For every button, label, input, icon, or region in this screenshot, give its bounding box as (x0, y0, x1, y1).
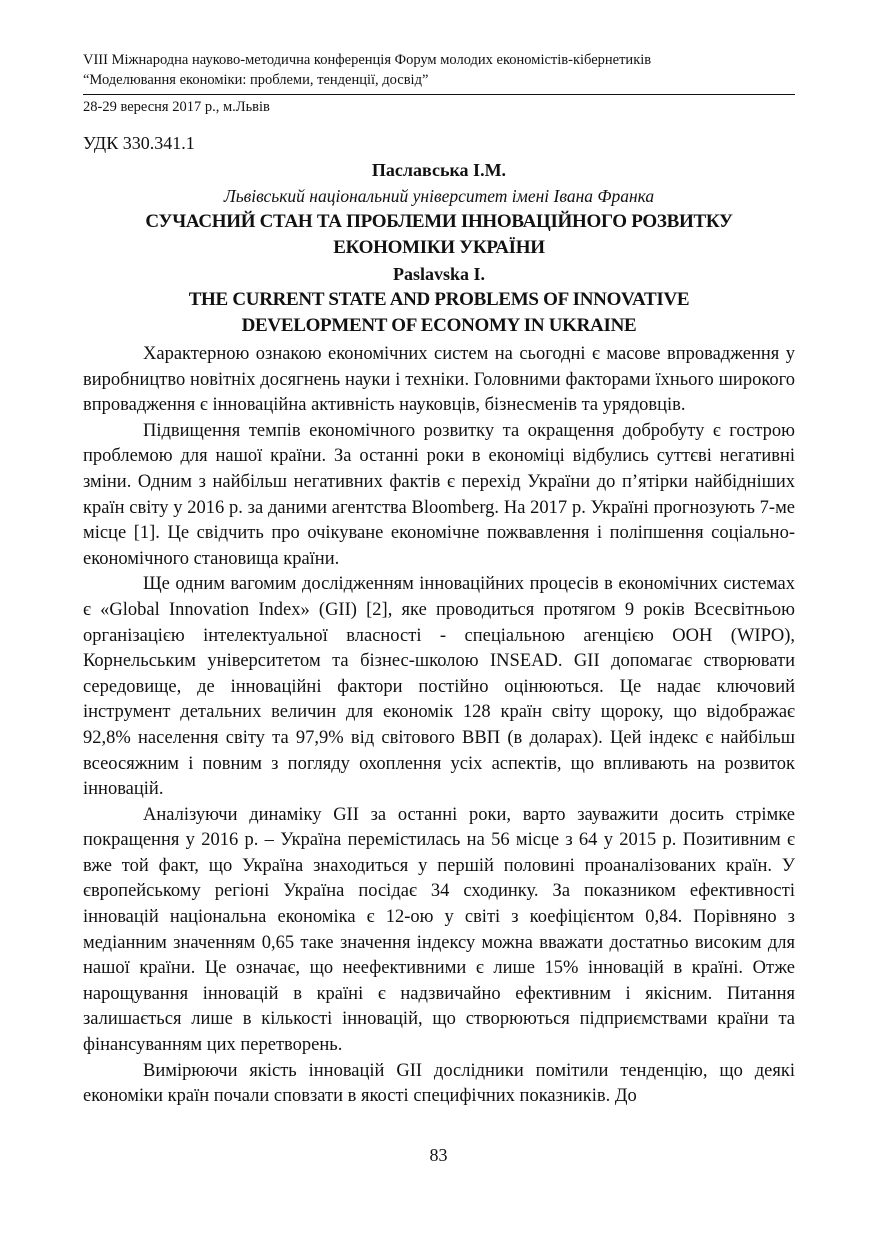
conference-header-line-2: “Моделювання економіки: проблеми, тенденції, досвід” (83, 72, 429, 88)
udk-code: УДК 330.341.1 (83, 133, 195, 153)
title-en-line-2: DEVELOPMENT OF ECONOMY IN UKRAINE (241, 315, 637, 336)
title-ua-line-1: СУЧАСНИЙ СТАН ТА ПРОБЛЕМИ ІННОВАЦІЙНОГО РОЗВИТКУ (145, 211, 733, 232)
title-ua-line-2: ЕКОНОМІКИ УКРАЇНИ (333, 237, 545, 258)
paragraph: Характерною ознакою економічних систем на сьогодні є масове впровадження у виробництво новітніх досягнень науки і техніки. Головними факторами їхнього широкого впровадження є інноваційна активність науковців, бізнесменів та урядовців. (83, 344, 795, 416)
paragraph: Ще одним вагомим дослідженням інноваційних процесів в економічних системах є «Global Innovation Index» (GII) [2], яке проводиться протягом 9 років Всесвітньою організацією інтелектуальної власності - спеціальною агенцією ООН (WIPO), Корнельським університетом та бізнес-школою INSEAD. GII допомагає створювати середовище, де інноваційні фактори постійно оцінюються. Це надає ключовий інструмент детальних величин для економік 128 країн світу щороку, що відображає 92,8% населення світу та 97,9% від світового ВВП (в доларах). Цей індекс є найбільш всеосяжним і повним з погляду охоплення усіх аспектів, що впливають на розвиток інновацій. (83, 574, 795, 800)
author-ua: Паславська І.М. (371, 160, 507, 180)
paragraph: Підвищення темпів економічного розвитку та окращення добробуту є гострою проблемою для нашої країни. За останні роки в економіці відбулись суттєві негативні зміни. Одним з найбільш негативних фактів є перехід України до п’ятірки найбідніших країн світу у 2016 р. за даними агентства Bloomberg. На 2017 р. Україні прогнозують 7-ме місце [1]. Це свідчить про очікуване економічне пожвавлення і поліпшення соціально-економічного становища країни. (83, 420, 795, 569)
title-block (83, 157, 795, 339)
header-divider (83, 94, 795, 95)
conference-date-location: 28-29 вересня 2017 р., м.Львів (83, 99, 270, 115)
affiliation-ua: Львівський національний університет імені Івана Франка (223, 186, 655, 206)
author-en: Paslavska I. (392, 264, 486, 284)
page-number: 83 (429, 1145, 448, 1165)
paragraph: Вимірюючи якість інновацій GII дослідники помітили тенденцію, що деякі економіки країн почали сповзати в якості специфічних показників. До (83, 1060, 795, 1107)
title-en-line-1: THE CURRENT STATE AND PROBLEMS OF INNOVATIVE (188, 289, 690, 310)
conference-header-line-1: VIII Міжнародна науково-методична конференція Форум молодих економістів-кібернетиків (83, 52, 652, 68)
paragraph: Аналізуючи динаміку GII за останні роки, варто зауважити досить стрімке покращення у 2016 р. – Україна перемістилась на 56 місце з 64 у 2015 р. Позитивним є вже той факт, що Україна знаходиться у першій половині проаналізованих країн. У європейському регіоні Україна посідає 34 сходинку. За показником ефективності інновацій національна економіка є 12-ою у світі з коефіцієнтом 0,84. Порівняно з медіанним значенням 0,65 таке значення індексу можна вважати достатньо високим для нашої країни. Це означає, що неефективними є лише 15% інновацій в країні. Отже нарощування інновацій в країні є надзвичайно ефективним і якісним. Питання залишається лише в кількості інновацій, що створюються підприємствами країни та фінансуванням цих перетворень. (83, 804, 795, 1056)
article-body (83, 342, 795, 1110)
